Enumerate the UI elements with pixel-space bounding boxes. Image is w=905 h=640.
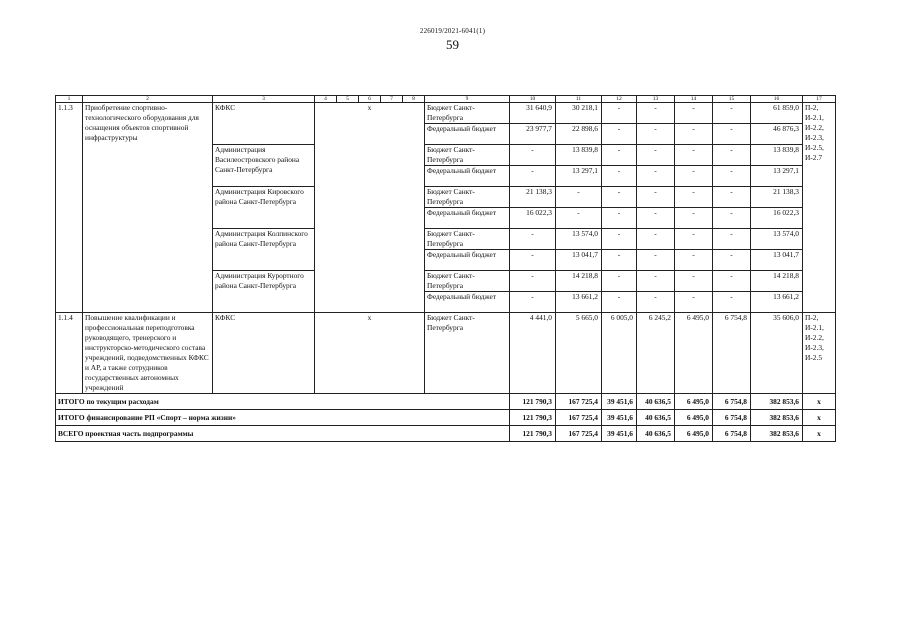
total-c16: 382 853,6 (751, 426, 803, 442)
mark: х (315, 103, 425, 313)
amount-c10: 21 138,3 (510, 187, 556, 208)
total-mark: х (803, 426, 836, 442)
column-number: 13 (637, 96, 675, 103)
amount-c15: - (713, 145, 751, 166)
amount-c14: - (675, 271, 713, 292)
executor: КФКС (213, 313, 315, 394)
total-c12: 39 451,6 (602, 410, 637, 426)
amount-c13: - (637, 145, 675, 166)
total-row (56, 394, 836, 410)
amount-c16: 21 138,3 (751, 187, 803, 208)
amount-c13: - (637, 229, 675, 250)
amount-c13: - (637, 292, 675, 313)
amount-c14: - (675, 208, 713, 229)
amount-c15: - (713, 187, 751, 208)
amount-c11: 13 041,7 (556, 250, 602, 271)
amount-c14: 6 495,0 (675, 313, 713, 394)
amount-c11: 5 665,0 (556, 313, 602, 394)
column-number: 8 (403, 96, 425, 103)
mark: х (315, 313, 425, 394)
amount-c12: - (602, 145, 637, 166)
column-number-row (56, 96, 836, 103)
amount-c14: - (675, 187, 713, 208)
amount-c10: - (510, 250, 556, 271)
column-number: 11 (556, 96, 602, 103)
executor: Администрация Колпинского района Санкт-Петербурга (213, 229, 315, 271)
total-c12: 39 451,6 (602, 426, 637, 442)
funding-source: Бюджет Санкт-Петербурга (425, 187, 510, 208)
column-number: 4 (315, 96, 337, 103)
total-c12: 39 451,6 (602, 394, 637, 410)
indicators: П-2, И-2.1, И-2.2, И-2.3, И-2.5, И-2.7 (803, 103, 836, 313)
amount-c16: 16 022,3 (751, 208, 803, 229)
indicators: П-2, И-2.1, И-2.2, И-2.3, И-2.5 (803, 313, 836, 394)
amount-c13: 6 245,2 (637, 313, 675, 394)
column-number: 5 (337, 96, 359, 103)
amount-c12: - (602, 250, 637, 271)
amount-c14: - (675, 145, 713, 166)
amount-c12: - (602, 124, 637, 145)
funding-source: Бюджет Санкт-Петербурга (425, 313, 510, 394)
executor: КФКС (213, 103, 315, 145)
amount-c13: - (637, 124, 675, 145)
amount-c16: 13 297,1 (751, 166, 803, 187)
amount-c13: - (637, 166, 675, 187)
column-number: 16 (751, 96, 803, 103)
total-c13: 40 636,5 (637, 426, 675, 442)
funding-source: Федеральный бюджет (425, 166, 510, 187)
amount-c15: - (713, 271, 751, 292)
amount-c10: 31 640,9 (510, 103, 556, 124)
row-number: 1.1.4 (56, 313, 83, 394)
total-c11: 167 725,4 (556, 410, 602, 426)
amount-c16: 13 839,8 (751, 145, 803, 166)
amount-c16: 46 876,3 (751, 124, 803, 145)
amount-c13: - (637, 250, 675, 271)
total-c16: 382 853,6 (751, 394, 803, 410)
total-c11: 167 725,4 (556, 394, 602, 410)
amount-c13: - (637, 187, 675, 208)
total-c11: 167 725,4 (556, 426, 602, 442)
amount-c11: - (556, 187, 602, 208)
column-number: 1 (56, 96, 83, 103)
funding-source: Бюджет Санкт-Петербурга (425, 103, 510, 124)
total-label: ИТОГО финансирование РП «Спорт – норма жизни» (56, 410, 510, 426)
total-c10: 121 790,3 (510, 426, 556, 442)
amount-c15: - (713, 250, 751, 271)
total-c13: 40 636,5 (637, 394, 675, 410)
funding-source: Бюджет Санкт-Петербурга (425, 145, 510, 166)
amount-c10: 4 441,0 (510, 313, 556, 394)
total-c14: 6 495,0 (675, 426, 713, 442)
amount-c10: 23 977,7 (510, 124, 556, 145)
amount-c16: 13 041,7 (751, 250, 803, 271)
funding-source: Федеральный бюджет (425, 124, 510, 145)
total-c10: 121 790,3 (510, 394, 556, 410)
amount-c12: - (602, 166, 637, 187)
total-c15: 6 754,8 (713, 426, 751, 442)
amount-c16: 14 218,8 (751, 271, 803, 292)
amount-c16: 13 574,0 (751, 229, 803, 250)
amount-c16: 35 606,0 (751, 313, 803, 394)
table-row (56, 313, 836, 394)
amount-c12: - (602, 229, 637, 250)
amount-c14: - (675, 250, 713, 271)
total-c13: 40 636,5 (637, 410, 675, 426)
page-number: 59 (446, 37, 459, 52)
total-mark: х (803, 410, 836, 426)
amount-c11: 13 839,8 (556, 145, 602, 166)
amount-c15: - (713, 124, 751, 145)
executor: Администрация Кировского района Санкт-Петербурга (213, 187, 315, 229)
amount-c12: - (602, 187, 637, 208)
amount-c11: 30 218,1 (556, 103, 602, 124)
event-title: Приобретение спортивно-технологического оборудования для оснащения объектов спортивной инфраструктуры (83, 103, 213, 313)
amount-c12: - (602, 208, 637, 229)
column-number: 10 (510, 96, 556, 103)
amount-c15: - (713, 229, 751, 250)
total-c15: 6 754,8 (713, 410, 751, 426)
amount-c12: - (602, 271, 637, 292)
column-number: 12 (602, 96, 637, 103)
amount-c10: - (510, 166, 556, 187)
amount-c10: - (510, 271, 556, 292)
amount-c14: - (675, 166, 713, 187)
row-number: 1.1.3 (56, 103, 83, 313)
amount-c10: - (510, 229, 556, 250)
total-label: ВСЕГО проектная часть подпрограммы (56, 426, 510, 442)
total-mark: х (803, 394, 836, 410)
column-number: 15 (713, 96, 751, 103)
amount-c13: - (637, 103, 675, 124)
funding-source: Федеральный бюджет (425, 250, 510, 271)
amount-c15: - (713, 292, 751, 313)
amount-c14: - (675, 229, 713, 250)
amount-c12: - (602, 103, 637, 124)
funding-source: Федеральный бюджет (425, 292, 510, 313)
amount-c10: - (510, 145, 556, 166)
amount-c11: 13 661,2 (556, 292, 602, 313)
total-c14: 6 495,0 (675, 394, 713, 410)
total-row (56, 426, 836, 442)
table-row (56, 103, 836, 124)
total-c14: 6 495,0 (675, 410, 713, 426)
column-number: 2 (83, 96, 213, 103)
amount-c11: 13 574,0 (556, 229, 602, 250)
amount-c12: - (602, 292, 637, 313)
amount-c12: 6 005,0 (602, 313, 637, 394)
amount-c10: 16 022,3 (510, 208, 556, 229)
amount-c15: 6 754,8 (713, 313, 751, 394)
document-id: 226019/2021-6041(1) (419, 27, 486, 35)
column-number: 3 (213, 96, 315, 103)
amount-c14: - (675, 124, 713, 145)
amount-c15: - (713, 103, 751, 124)
funding-source: Бюджет Санкт-Петербурга (425, 271, 510, 292)
amount-c13: - (637, 271, 675, 292)
executor: Администрация Василеостровского района Санкт-Петербурга (213, 145, 315, 187)
amount-c14: - (675, 292, 713, 313)
column-number: 9 (425, 96, 510, 103)
total-c15: 6 754,8 (713, 394, 751, 410)
funding-source: Федеральный бюджет (425, 208, 510, 229)
amount-c13: - (637, 208, 675, 229)
amount-c10: - (510, 292, 556, 313)
amount-c16: 61 859,0 (751, 103, 803, 124)
total-c10: 121 790,3 (510, 410, 556, 426)
amount-c15: - (713, 208, 751, 229)
column-number: 7 (381, 96, 403, 103)
amount-c11: 14 218,8 (556, 271, 602, 292)
column-number: 6 (359, 96, 381, 103)
total-c16: 382 853,6 (751, 410, 803, 426)
executor: Администрация Курортного района Санкт-Петербурга (213, 271, 315, 313)
amount-c15: - (713, 166, 751, 187)
column-number: 14 (675, 96, 713, 103)
amount-c11: 13 297,1 (556, 166, 602, 187)
amount-c11: 22 898,6 (556, 124, 602, 145)
event-title: Повышение квалификации и профессиональная переподготовка руководящего, тренерского и инструкторско-методического состава учреждений, подведомственных КФКС и АР, а также сотрудников государственных автономных учреждений (83, 313, 213, 394)
amount-c11: - (556, 208, 602, 229)
amount-c14: - (675, 103, 713, 124)
total-row (56, 410, 836, 426)
budget-table (55, 95, 836, 442)
amount-c16: 13 661,2 (751, 292, 803, 313)
funding-source: Бюджет Санкт-Петербурга (425, 229, 510, 250)
total-label: ИТОГО по текущим расходам (56, 394, 510, 410)
column-number: 17 (803, 96, 836, 103)
